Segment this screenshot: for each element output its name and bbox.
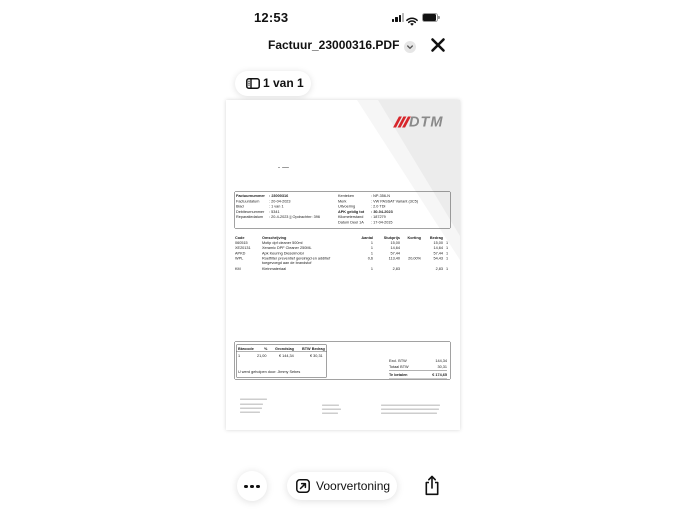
pdf-page[interactable] <box>226 100 460 430</box>
footer-text-line <box>240 408 262 409</box>
column-header-description: Omschrijving <box>262 235 287 240</box>
total-value: 30,31 <box>437 364 447 369</box>
close-button[interactable] <box>429 36 447 54</box>
line-amount: 2,83 <box>435 266 443 271</box>
total-value: 144,34 <box>435 358 447 363</box>
info-label: Factuurnummer <box>236 193 265 198</box>
line-code: KM <box>235 266 241 271</box>
line-amount: 14,64 <box>433 245 443 250</box>
cellular-signal-icon <box>392 13 405 22</box>
btw-header-code: Btwcode <box>238 346 254 351</box>
line-code: WPL <box>235 256 244 261</box>
document-title[interactable]: Factuur_23000316.PDF <box>268 38 400 52</box>
info-label: Uitvoering <box>338 204 356 209</box>
line-amount: 15,00 <box>433 240 443 245</box>
more-icon <box>256 485 260 489</box>
address-fragment <box>282 167 289 168</box>
btw-header-amount: BTW Bedrag <box>302 346 325 351</box>
total-label: Totaal BTW <box>389 364 409 369</box>
info-value: : 30-04-2023 <box>371 209 393 214</box>
btw-header-pct: % <box>264 346 268 351</box>
line-btw-code: 1 <box>446 266 449 271</box>
total-label: Excl. BTW <box>389 358 407 363</box>
footer-text-line <box>381 409 439 410</box>
line-description: Apk Keuring Dieselmotor <box>262 251 304 256</box>
open-preview-button[interactable] <box>287 472 397 500</box>
line-description: Motip dpf cleaner 500ml <box>262 240 303 245</box>
address-fragment <box>278 167 280 168</box>
info-label: Blad <box>236 204 244 209</box>
line-btw-code: 1 <box>446 240 449 245</box>
line-unit-price: 14,64 <box>390 245 400 250</box>
more-button[interactable] <box>237 471 267 501</box>
line-qty: 1 <box>370 245 373 250</box>
logo-text: DTM <box>409 114 444 130</box>
info-label: APK geldig tot <box>338 209 365 214</box>
more-icon <box>250 485 254 489</box>
footer-text-line <box>322 405 339 406</box>
line-qty: 1 <box>370 240 373 245</box>
more-icon <box>244 485 248 489</box>
sidebar-icon <box>246 78 260 89</box>
status-time: 12:53 <box>254 10 289 25</box>
page-counter-button[interactable] <box>235 71 311 96</box>
footer-text-line <box>322 409 341 410</box>
open-preview-label: Voorvertoning <box>316 479 391 493</box>
footer-text-line <box>240 399 267 400</box>
close-icon <box>429 36 447 54</box>
column-header-amount: Bedrag <box>429 235 443 240</box>
info-value: : NP-356-N <box>371 193 390 198</box>
line-discount: 20,00% <box>408 256 421 261</box>
info-label: Debiteurnummer <box>236 209 265 214</box>
info-label: Factuurdatum <box>236 198 260 204</box>
line-code: XE20131 <box>235 245 251 250</box>
btw-base: € 144,34 <box>279 353 294 358</box>
totals-underline <box>389 378 447 379</box>
info-label: Kilometerstand <box>338 214 364 219</box>
total-due-label: Te betalen <box>389 372 408 377</box>
line-description: Kleinmateriaal <box>262 266 287 271</box>
btw-pct: 21,00 <box>257 353 267 358</box>
footer-text-line <box>381 413 437 414</box>
info-value: : 20-04-2023 <box>269 198 291 204</box>
column-header-code: Code <box>235 235 245 240</box>
info-value: : 1 van 1 <box>269 204 284 209</box>
line-description-continued: toegevoegd aan de brandstof <box>262 260 312 265</box>
info-label: Reparatiedatum <box>236 214 264 219</box>
line-description: Xeramic DPF Cleaner 250ML <box>262 245 312 250</box>
line-amount: 57,44 <box>433 251 443 256</box>
line-btw-code: 1 <box>446 251 449 256</box>
info-value: : 5341 <box>269 209 280 214</box>
footer-text-line <box>322 413 338 414</box>
helped-by-text: U werd geholpen door: Jimmy Sebes <box>238 369 301 374</box>
info-label: Merk <box>338 198 347 204</box>
info-value: : 23000316 <box>269 193 289 198</box>
line-unit-price: 57,44 <box>390 251 400 256</box>
line-code: APKD <box>235 251 246 256</box>
line-qty: 1 <box>370 251 373 256</box>
btw-code: 1 <box>238 353 241 358</box>
line-btw-code: 1 <box>446 256 449 261</box>
line-code: 060515 <box>235 240 248 245</box>
dtm-logo <box>394 115 450 129</box>
footer-text-line <box>240 412 260 413</box>
line-unit-price: 15,00 <box>390 240 400 245</box>
share-button[interactable] <box>423 475 441 496</box>
line-qty: 1 <box>370 266 373 271</box>
info-value: : VW PASSAT Variant (3C5) <box>371 198 418 204</box>
total-due-value: € 174,65 <box>432 372 447 377</box>
page-counter-label: 1 van 1 <box>263 76 304 90</box>
info-label: Kenteken <box>338 193 355 198</box>
footer-text-line <box>240 404 263 405</box>
footer-text-line <box>381 405 440 406</box>
info-value: : 2.0 TDI <box>371 204 386 209</box>
open-preview-icon <box>296 479 310 493</box>
info-value: : 187279 <box>371 214 386 219</box>
line-btw-code: 1 <box>446 245 449 250</box>
line-description: Roetfilter preventief gereinigd en additief <box>262 256 331 261</box>
info-value: : 17-04-2015 <box>371 219 393 225</box>
btw-amount: € 30,31 <box>310 353 323 358</box>
info-label: Datum Deel 1A <box>338 219 364 225</box>
battery-icon <box>422 13 440 22</box>
wifi-icon <box>406 13 418 22</box>
line-unit-price: 2,83 <box>392 266 400 271</box>
chevron-down-icon[interactable] <box>404 40 416 52</box>
line-amount: 54,43 <box>433 256 443 261</box>
column-header-discount: Korting <box>407 235 421 240</box>
btw-header-base: Grondslag <box>275 346 294 351</box>
column-header-qty: Aantal <box>361 235 373 240</box>
btw-header-divider <box>236 352 327 353</box>
totals-divider <box>389 371 447 372</box>
share-icon <box>423 475 441 496</box>
line-unit-price: 113,40 <box>388 256 400 261</box>
line-qty: 0,6 <box>367 256 373 261</box>
info-value: : 20-4-2023 || Opdrachtnr: 396 <box>269 214 320 219</box>
column-header-unit-price: Stukprijs <box>383 235 400 240</box>
